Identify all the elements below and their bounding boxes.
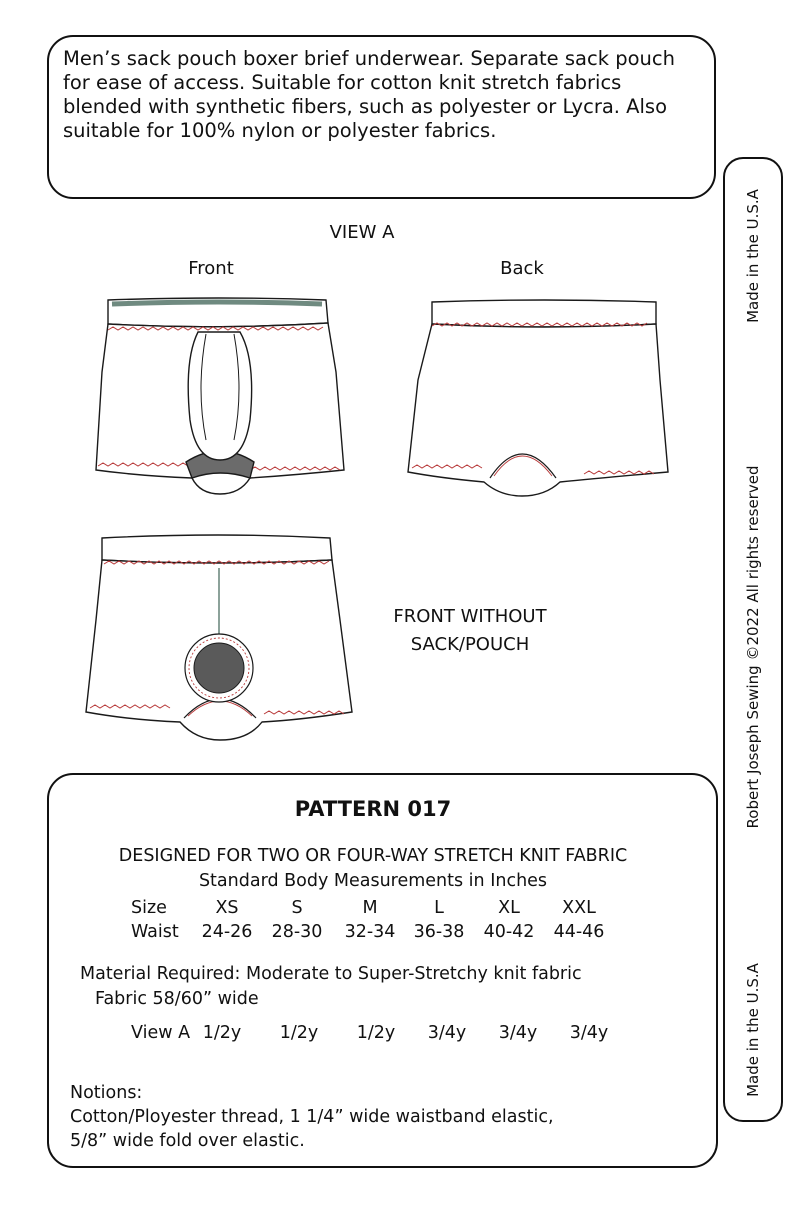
- view-a-yardage-label: View A: [131, 1023, 191, 1043]
- yardage-m: 1/2y: [356, 1023, 396, 1043]
- waist-xl: 40-42: [483, 922, 535, 942]
- pattern-title: PATTERN 017: [294, 797, 452, 821]
- waist-l: 36-38: [413, 922, 465, 942]
- copyright-notice: Robert Joseph Sewing ©2022 All rights reserved: [744, 465, 762, 829]
- size-m: M: [362, 898, 378, 918]
- yardage-xxl: 3/4y: [569, 1023, 609, 1043]
- material-required: Material Required: Moderate to Super-Stretchy knit fabric: [80, 964, 582, 984]
- waist-xxl: 44-46: [553, 922, 605, 942]
- notions-line-2: 5/8” wide fold over elastic.: [70, 1131, 305, 1151]
- description-text: Men’s sack pouch boxer brief underwear. Separate sack pouch for ease of access. Suitable for cotton knit stretch fabrics blended with synthetic fibers, such as polyester or Lycra. Also suitable for 100% nylon or polyester fabrics.: [63, 47, 675, 142]
- size-xxl: XXL: [562, 898, 596, 918]
- yardage-s: 1/2y: [279, 1023, 319, 1043]
- size-label: Size: [131, 898, 167, 918]
- back-label: Back: [500, 258, 544, 279]
- size-s: S: [291, 898, 303, 918]
- yardage-l: 3/4y: [427, 1023, 467, 1043]
- waist-label: Waist: [131, 922, 179, 942]
- size-xs: XS: [215, 898, 239, 918]
- notions-line-1: Cotton/Ployester thread, 1 1/4” wide waistband elastic,: [70, 1107, 554, 1127]
- front-without-pouch-drawing: [86, 535, 352, 740]
- view-a-heading: VIEW A: [329, 222, 395, 243]
- waist-m: 32-34: [344, 922, 396, 942]
- yardage-xl: 3/4y: [498, 1023, 538, 1043]
- size-xl: XL: [498, 898, 520, 918]
- front-without-label-line2: SACK/POUCH: [410, 634, 530, 655]
- front-label: Front: [188, 258, 234, 279]
- waist-s: 28-30: [271, 922, 323, 942]
- front-without-label-line1: FRONT WITHOUT: [393, 606, 547, 627]
- yardage-xs: 1/2y: [202, 1023, 242, 1043]
- fabric-width: Fabric 58/60” wide: [95, 989, 259, 1009]
- front-view-drawing: [96, 298, 344, 494]
- notions-heading: Notions:: [70, 1083, 143, 1103]
- back-view-drawing: [408, 300, 668, 496]
- waist-xs: 24-26: [201, 922, 253, 942]
- designed-for-text: DESIGNED FOR TWO OR FOUR-WAY STRETCH KNIT FABRIC: [118, 846, 628, 866]
- made-in-usa-top: Made in the U.S.A: [744, 189, 762, 323]
- made-in-usa-bottom: Made in the U.S.A: [744, 963, 762, 1097]
- measurements-title: Standard Body Measurements in Inches: [198, 871, 548, 891]
- size-l: L: [434, 898, 444, 918]
